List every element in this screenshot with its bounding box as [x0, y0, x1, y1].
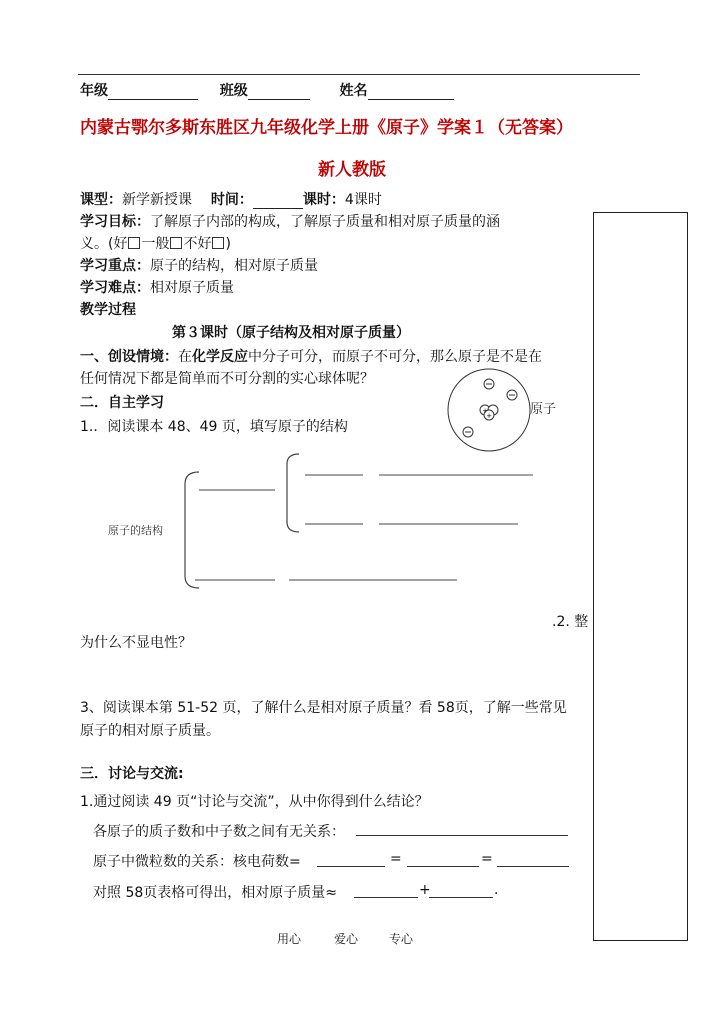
difficult-points-label: 学习难点： — [80, 280, 150, 296]
goals-line1 — [80, 211, 500, 231]
part2-label: 二．自主学习 — [80, 395, 164, 411]
svg-text:+: + — [486, 412, 492, 420]
blank-relation[interactable] — [356, 835, 568, 836]
side-notes-box — [593, 212, 688, 941]
key-points — [80, 255, 318, 275]
name-blank[interactable] — [368, 85, 454, 100]
periods-value: 4课时 — [344, 192, 382, 208]
goals-text2-prefix: 义。(好 — [80, 236, 128, 252]
electron-top — [484, 379, 494, 389]
svg-text:+: + — [482, 407, 488, 415]
part1-text-b: 中分子可分，而原子不可分，那么原子是不是在 — [248, 349, 542, 365]
class-label: 班级 — [219, 83, 248, 99]
checkbox-good[interactable] — [128, 237, 140, 249]
footer-1: 用心 — [277, 932, 302, 946]
class-blank[interactable] — [248, 85, 310, 100]
part1-label: 一、创设情境： — [80, 349, 178, 365]
eq-sign-1: = — [390, 851, 402, 867]
nucleus — [480, 405, 498, 420]
eq-sign-2: = — [481, 851, 493, 867]
blank-mass-2[interactable] — [429, 897, 493, 898]
blank-particle-1[interactable] — [317, 866, 385, 867]
structure-braces — [175, 448, 545, 596]
periods-label: 课时： — [302, 192, 345, 208]
part1-line2: 任何情况下都是简单而不可分割的实心球体呢？ — [80, 371, 374, 387]
name-label: 姓名 — [339, 83, 368, 99]
difficult-points — [80, 277, 234, 297]
discussion-b: 原子中微粒数的关系：核电荷数= — [93, 854, 301, 870]
grade-blank[interactable] — [108, 85, 198, 100]
goals-text1: 了解原子内部的构成，了解原子质量和相对原子质量的涵 — [150, 214, 500, 230]
time-label: 时间： — [210, 192, 253, 208]
electron-right — [507, 390, 517, 400]
part1-text-a: 在 — [178, 349, 192, 365]
blank-mass-1[interactable] — [354, 897, 418, 898]
outer-brace — [185, 472, 199, 588]
top-rule — [78, 74, 640, 75]
checkbox-average[interactable] — [170, 237, 182, 249]
discussion-c: 对照 58页表格可得出，相对原子质量≈ — [93, 885, 337, 901]
key-points-text: 原子的结构，相对原子质量 — [150, 258, 318, 274]
blank-particle-2[interactable] — [407, 866, 479, 867]
part1-text-bold: 化学反应 — [192, 349, 248, 365]
checkbox-bad[interactable] — [212, 237, 224, 249]
structure-label: 原子的结构 — [108, 524, 163, 537]
goals-text2-suffix: ) — [225, 236, 231, 252]
title-line2: 新人教版 — [318, 160, 386, 180]
atom-label: 原子 — [530, 402, 557, 417]
plus-sign: + — [419, 882, 431, 898]
electron-bottom-left — [463, 427, 473, 437]
goals-text2-mid1: 一般 — [141, 236, 170, 252]
blank-particle-3[interactable] — [497, 866, 569, 867]
discussion-a: 各原子的质子数和中子数之间有无关系： — [93, 824, 345, 840]
part3-label: 三．讨论与交流: — [80, 766, 184, 782]
lesson-type-value: 新学新授课 — [122, 192, 192, 208]
footer-3: 专心 — [389, 932, 414, 946]
q3-line2: 原子的相对原子质量。 — [80, 723, 220, 739]
q2-right: .2. 整 — [552, 614, 589, 630]
atom-diagram — [440, 362, 570, 462]
header-row — [80, 80, 454, 100]
q3-line1: 3、阅读课本第 51-52 页，了解什么是相对原子质量？看 58页，了解一些常见 — [80, 700, 567, 716]
period-mark: . — [494, 882, 499, 898]
key-points-label: 学习重点： — [80, 258, 150, 274]
difficult-points-text: 相对原子质量 — [150, 280, 234, 296]
grade-label: 年级 — [80, 83, 108, 99]
process-label: 教学过程 — [80, 302, 136, 318]
lesson-type-label: 课型： — [80, 192, 122, 208]
title-line1: 内蒙古鄂尔多斯东胜区九年级化学上册《原子》学案１（无答案） — [80, 118, 573, 138]
q2-line2: 为什么不显电性？ — [80, 635, 192, 651]
goals-label: 学习目标： — [80, 214, 150, 230]
time-blank[interactable] — [253, 194, 303, 209]
footer-2: 爱心 — [334, 932, 359, 946]
section-title: 第３课时（原子结构及相对原子质量） — [172, 325, 410, 341]
goals-line2 — [80, 233, 231, 253]
goals-text2-mid2: 不好 — [183, 236, 212, 252]
discussion-q1: 1.通过阅读 49 页“讨论与交流”，从中你得到什么结论？ — [80, 794, 429, 810]
info-row — [80, 189, 382, 209]
inner-brace — [287, 454, 299, 532]
q1-text: 1.．阅读课本 48、49 页，填写原子的结构 — [80, 419, 348, 435]
